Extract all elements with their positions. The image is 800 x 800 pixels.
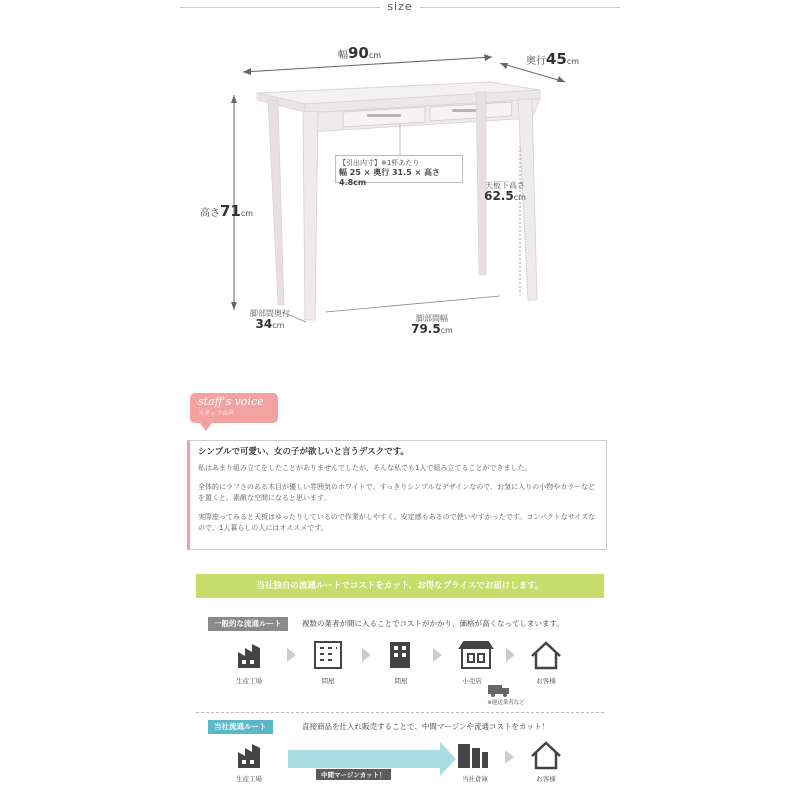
own-route-desc: 直接商品を仕入れ販売することで、中間マージンや流通コストをカット！ [302, 722, 549, 731]
factory-icon [238, 744, 260, 768]
step-label: 生産工場 [236, 677, 262, 685]
inner-width-dimension: 脚部間幅 79.5cm [411, 314, 453, 336]
voice-paragraph-3: 実際座ってみると天板はゆったりしているので作業がしやすく、安定感もあるので使いやすかったです。コンパクトなサイズなので、1人暮らしの人にはオススメです。 [198, 513, 596, 532]
customer-house-icon [532, 743, 560, 768]
general-route-icons [230, 638, 590, 678]
voice-headline: シンプルで可愛い、女の子が欲しいと言うデスクです。 [198, 447, 409, 457]
arrow-icon [287, 648, 296, 662]
size-title: size [0, 0, 800, 13]
step-label: 生産工場 [236, 775, 262, 783]
customer-house-icon [532, 643, 560, 668]
cut-arrow-head-icon [440, 742, 456, 776]
step-label: お客様 [536, 775, 556, 783]
inner-width-line [326, 296, 500, 312]
route-divider [196, 712, 604, 713]
step-label: お客様 [536, 677, 556, 685]
leg-front-left [303, 111, 318, 320]
height-dimension: 高さ71cm [200, 202, 254, 220]
desk-illustration [0, 0, 800, 380]
route-banner: 当社独自の流通ルートでコストをカット、お得なプライスでお届けします。 [196, 574, 604, 598]
factory-icon [238, 644, 260, 668]
inner-depth-dimension: 脚部間奥行 34cm [250, 309, 290, 331]
staff-voice-tag: staff's voice スタッフの声 [190, 393, 278, 423]
general-route-label: 一般的な流通ルート [208, 617, 288, 631]
own-route-label: 当社流通ルート [208, 720, 273, 734]
arrow-icon [506, 648, 515, 662]
arrow-icon [505, 750, 514, 764]
staff-voice-box [187, 440, 607, 550]
truck-icon [484, 682, 524, 698]
drawer-inner-size-note: 【引出内寸】※1杯あたり 幅 25 × 奥行 31.5 × 高さ 4.8cm [335, 155, 463, 183]
voice-paragraph-1: 私はあまり組み立てをしたことがありませんでしたが、そんな私でも1人で組み立てることができました。 [198, 464, 532, 472]
voice-paragraph-2: 全体的にラフさのある木目が優しい雰囲気のホワイトで、すっきりシンプルなデザインなので、お気に入りの小物やカラーなどを置くと、素敵な空間になると思います。 [198, 483, 596, 502]
general-route-desc: 複数の業者が間に入ることでコストがかかり、価格が高くなってしまいます。 [302, 619, 564, 628]
arrow-icon [433, 648, 442, 662]
arrow-icon [362, 648, 371, 662]
width-dimension: 幅90cm [338, 44, 382, 62]
step-label: 小売店 [462, 677, 482, 685]
wholesaler-building-icon [315, 642, 341, 668]
warehouse-icon [458, 744, 488, 768]
extra-note: ※運送業者など [487, 700, 525, 706]
cut-label: 中間マージンカット！ [316, 769, 391, 780]
cut-arrow-bar [288, 750, 440, 768]
depth-dimension: 奥行45cm [526, 50, 580, 68]
speech-tail-icon [200, 423, 212, 431]
leg-back-left [268, 100, 284, 305]
under-height-dimension: 天板下高さ 62.5cm [484, 181, 526, 203]
step-label: 問屋 [321, 677, 335, 685]
wholesaler-office-icon [390, 642, 410, 668]
retail-store-icon [460, 642, 492, 668]
step-label: 問屋 [394, 677, 408, 685]
step-label: 当社倉庫 [462, 775, 488, 783]
